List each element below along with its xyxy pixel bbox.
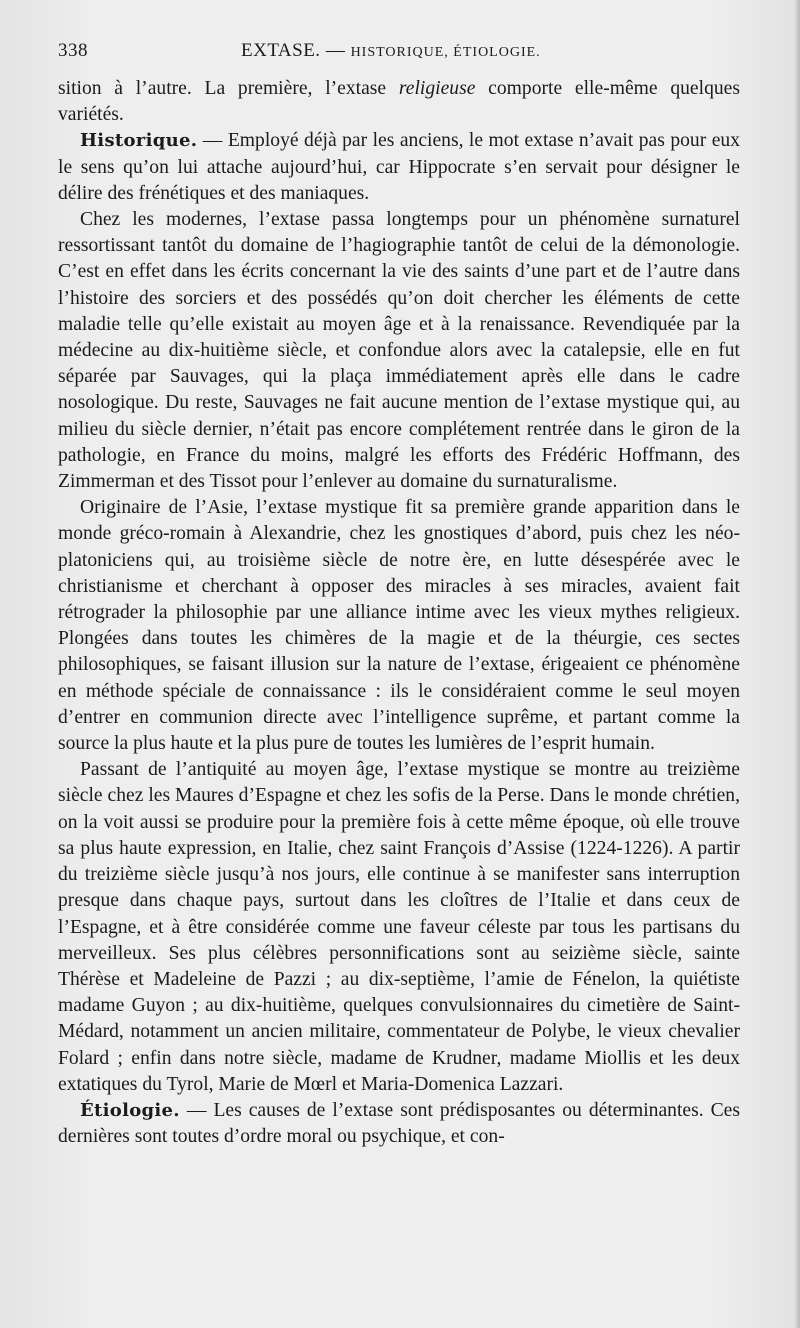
paragraph-text: Originaire de l’Asie, l’extase mystique fit sa première grande apparition dans le monde gréco-romain à Alexandrie, chez les gnostiques d’abord, puis chez les néo-platoniciens qui, au troisième siècle de notre ère, en lutte désespérée avec le christianisme et cherchant à opposer des miracles à ses miracles, avaient fait rétrograder la philosophie par une alliance intime avec les vieux mythes religieux. Plongées dans toutes les chimères de la magie et de la théurgie, ces sectes philosophiques, se faisant illusion sur la nature de l’extase, érigeaient ce phénomène en méthode spéciale de connaissance : ils le considéraient comme le seul moyen d’entrer en communion directe avec l’intelligence suprême, et partant comme la source la plus haute et la plus pure de toutes les lumières de l’esprit humain. [58,497,740,755]
running-title-dash: — [325,40,346,61]
section-paragraph [58,1098,740,1150]
running-header [58,40,740,70]
page-edge-shadow [794,0,800,1328]
section-heading: Historique. [80,130,198,152]
paragraph-text: — Les causes de l’extase sont prédisposantes ou déterminantes. Ces dernières sont toutes d’ordre moral ou psychique, et con- [58,1099,740,1148]
body-text [58,76,740,1150]
page-number: 338 [58,40,88,61]
running-title-main: EXTASE. [241,40,321,61]
paragraph-text: — Employé déjà par les anciens, le mot extase n’avait pas pour eux le sens qu’on lui attache aujourd’hui, car Hippocrate s’en servait pour désigner le délire des frénétiques et des maniaques. [58,130,740,204]
paragraph [58,76,740,128]
running-title-sub: HISTORIQUE, ÉTIOLOGIE. [350,45,541,60]
paragraph [58,495,740,757]
paragraph-text: sition à l’autre. La première, l’extase [58,78,399,99]
emphasis-text: religieuse [398,78,476,99]
paragraph-text: Passant de l’antiquité au moyen âge, l’extase mystique se montre au treizième siècle chez les Maures d’Espagne et chez les sofis de la Perse. Dans le monde chrétien, on la voit aussi se produire pour la première fois à cette même époque, où elle trouve sa plus haute expression, en Italie, chez saint François d’Assise (1224-1226). A partir du treizième siècle jusqu’à nos jours, elle continue à se manifester sans interruption presque dans chaque pays, surtout dans les cloîtres de l’Italie et dans ceux de l’Espagne, et à être considérée comme une faveur céleste par tous les partisans du merveilleux. Ses plus célèbres personnifications sont au seizième siècle, sainte Thérèse et Madeleine de Pazzi ; au dix-septième, l’amie de Fénelon, la quiétiste madame Guyon ; au dix-huitième, quelques convulsionnaires du cimetière de Saint-Médard, notamment un ancien militaire, commentateur de Polybe, le vieux chevalier Folard ; enfin dans notre siècle, madame de Krudner, madame Miollis et les deux extatiques du Tyrol, Marie de Mœrl et Maria-Domenica Lazzari. [58,759,740,1095]
paragraph [58,207,740,495]
section-heading: Étiologie. [80,1099,180,1121]
paragraph [58,757,740,1098]
running-title [241,40,541,62]
paragraph-text: comporte elle-même quelques variétés. [58,78,740,126]
paragraph-text: Chez les modernes, l’extase passa longtemps pour un phénomène surnaturel ressortissant tantôt du domaine de l’hagiographie tantôt de celui de la démonologie. C’est en effet dans les écrits concernant la vie des saints d’une part et de l’autre dans l’histoire des sorciers et des possédés qu’on doit chercher les éléments de cette maladie telle qu’elle existait au moyen âge et à la renaissance. Revendiquée par la médecine au dix-huitième siècle, et confondue alors avec la catalepsie, elle en fut séparée par Sauvages, qui la plaça immédiatement après elle dans le cadre nosologique. Du reste, Sauvages ne fait aucune mention de l’extase mystique qui, au milieu du siècle dernier, n’était pas encore complétement rentrée dans le giron de la pathologie, en France du moins, malgré les efforts des Frédéric Hoffmann, des Zimmerman et des Tissot pour l’enlever au domaine du surnaturalisme. [58,209,740,493]
section-paragraph [58,128,740,207]
